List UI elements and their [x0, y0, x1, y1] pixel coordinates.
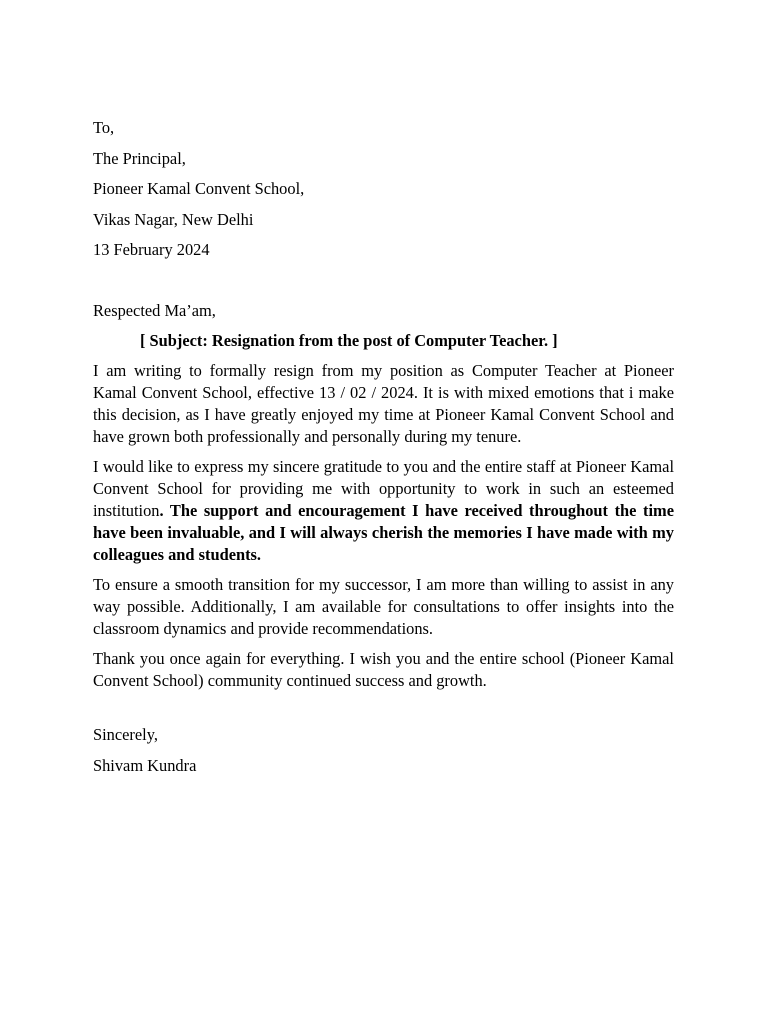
body-paragraph-4: Thank you once again for everything. I wish you and the entire school (Pioneer Kamal Convent School) community continued success and growth.: [93, 649, 674, 690]
subject-line: [ Subject: Resignation from the post of Computer Teacher. ]: [140, 331, 558, 350]
body-paragraph-3: To ensure a smooth transition for my successor, I am more than willing to assist in any way possible. Additionally, I am available for consultations to offer insights into the classroom dynamics and provide recommendations.: [93, 575, 674, 638]
paragraph-2-bold-text: . The support and encouragement I have received throughout the time have been invaluable, and I will always cherish the memories I have made with my colleagues and students.: [93, 501, 674, 564]
signature-name: Shivam Kundra: [93, 755, 197, 775]
body-paragraph-1: I am writing to formally resign from my position as Computer Teacher at Pioneer Kamal Convent School, effective 13 / 02 / 2024. It is with mixed emotions that i make this decision, as I have greatly enjoyed my time at Pioneer Kamal Convent School and have grown both professionally and personally during my tenure.: [93, 361, 674, 446]
recipient-address: Vikas Nagar, New Delhi: [93, 209, 254, 229]
greeting: Respected Ma’am,: [93, 300, 216, 320]
paragraph-2-regular-text: I would like to express my sincere gratitude to you and the entire staff at Pioneer Kamal Convent School for providing me with opportunity to work in such an esteemed institution: [93, 457, 674, 520]
resignation-letter: [93, 118, 674, 786]
recipient-school: Pioneer Kamal Convent School,: [93, 179, 305, 198]
body-paragraph-2: [93, 456, 674, 566]
to-line: To,: [93, 118, 115, 137]
spacer: [93, 271, 674, 301]
recipient-title: The Principal,: [93, 148, 186, 168]
valediction: Sincerely,: [93, 725, 158, 744]
letter-date: 13 February 2024: [93, 240, 210, 259]
spacer: [93, 700, 674, 725]
